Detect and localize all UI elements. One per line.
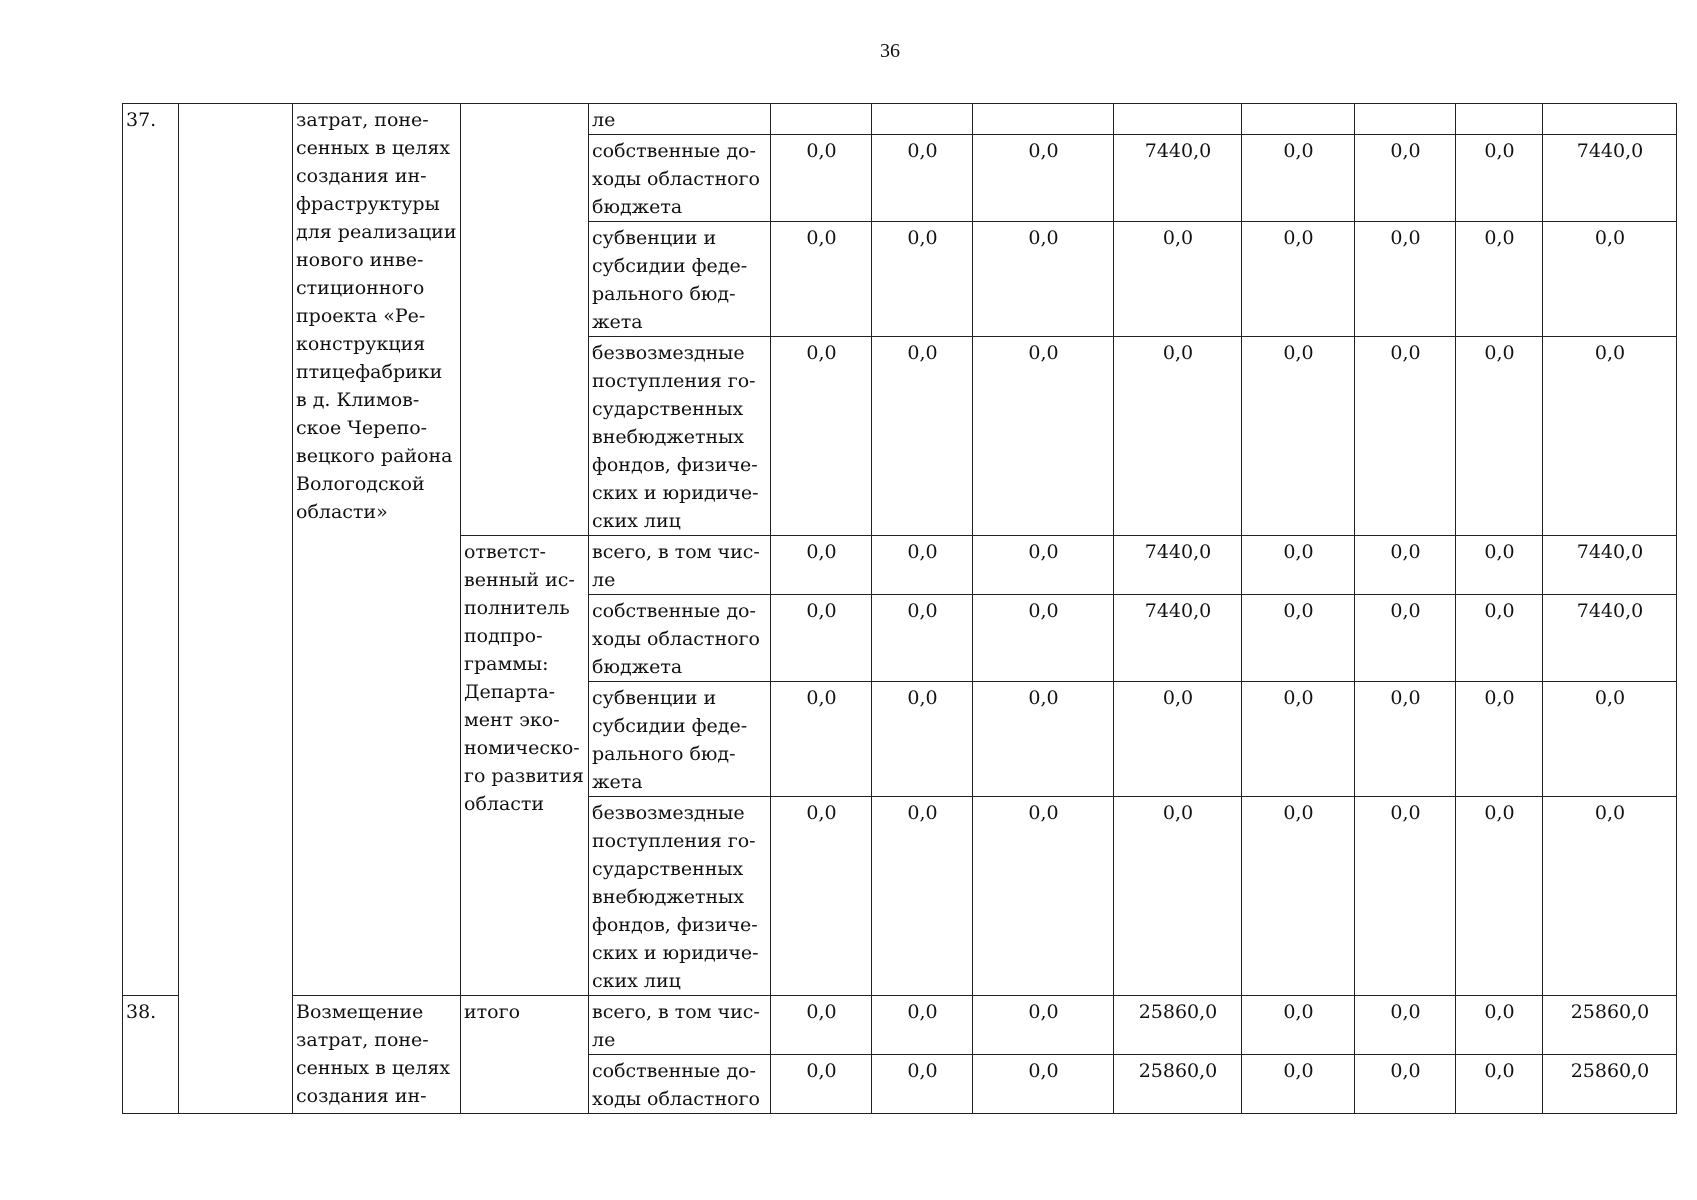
value-cell: 0,0 — [771, 222, 872, 337]
funding-source: всего, в том чис- ле — [592, 541, 760, 591]
value-cell: 0,0 — [1456, 797, 1543, 996]
value-cell: 0,0 — [1242, 536, 1355, 595]
value-cell: 0,0 — [872, 996, 973, 1055]
value-cell: 0,0 — [1456, 1055, 1543, 1114]
value-cell: 0,0 — [1242, 135, 1355, 222]
source-cell — [589, 222, 771, 337]
value-cell: 0,0 — [1456, 337, 1543, 536]
value-cell: 0,0 — [1543, 222, 1677, 337]
value-cell: 0,0 — [872, 337, 973, 536]
value-cell: 0,0 — [1355, 337, 1456, 536]
funding-source: ле — [592, 109, 616, 131]
funding-source: собственные до- ходы областного бюджета — [592, 140, 760, 218]
value-cell: 0,0 — [1543, 337, 1677, 536]
source-cell — [589, 595, 771, 682]
value-cell: 0,0 — [1114, 797, 1242, 996]
value-cell: 7440,0 — [1543, 536, 1677, 595]
value-cell: 0,0 — [973, 797, 1114, 996]
value-cell: 0,0 — [1242, 222, 1355, 337]
executor-cell — [461, 996, 589, 1114]
value-cell: 0,0 — [1114, 682, 1242, 797]
source-cell — [589, 996, 771, 1055]
table-body — [123, 104, 1677, 1114]
value-cell: 0,0 — [1114, 337, 1242, 536]
value-cell: 0,0 — [771, 536, 872, 595]
value-cell — [973, 104, 1114, 135]
value-cell: 0,0 — [872, 135, 973, 222]
value-cell: 25860,0 — [1114, 1055, 1242, 1114]
funding-source: безвозмездные поступления го- сударственных внебюджетных фондов, физиче- ских и юридиче- ских лиц — [592, 342, 759, 532]
funding-source: субвенции и субсидии феде- рального бюд- жета — [592, 227, 748, 333]
value-cell: 0,0 — [1456, 996, 1543, 1055]
value-cell: 7440,0 — [1543, 135, 1677, 222]
page-number: 36 — [880, 40, 900, 62]
value-cell: 0,0 — [1114, 222, 1242, 337]
source-cell — [589, 135, 771, 222]
value-cell: 7440,0 — [1114, 595, 1242, 682]
value-cell: 0,0 — [1355, 1055, 1456, 1114]
value-cell — [771, 104, 872, 135]
value-cell: 0,0 — [1355, 595, 1456, 682]
value-cell: 0,0 — [1242, 996, 1355, 1055]
source-cell — [589, 797, 771, 996]
value-cell: 25860,0 — [1114, 996, 1242, 1055]
value-cell: 0,0 — [1242, 797, 1355, 996]
table-row — [123, 104, 1677, 135]
value-cell: 0,0 — [1355, 536, 1456, 595]
value-cell — [1543, 104, 1677, 135]
value-cell: 0,0 — [973, 536, 1114, 595]
row-number-cell — [123, 996, 179, 1114]
source-cell — [589, 682, 771, 797]
value-cell: 0,0 — [872, 536, 973, 595]
executor-name: ответст- венный ис- полнитель подпро- граммы: Департа- мент эко- номическо- го развития области — [464, 541, 584, 815]
source-cell — [589, 104, 771, 135]
event-cell — [293, 996, 461, 1114]
event-name: затрат, поне- сенных в целях создания ин- фраструктуры для реализации нового инве- стиционного проекта «Ре- конструкция птицефабрики в д. Климов- ское Черепо- вецкого района Вологодской области» — [296, 109, 457, 523]
value-cell — [872, 104, 973, 135]
value-cell: 0,0 — [973, 337, 1114, 536]
value-cell: 0,0 — [872, 595, 973, 682]
value-cell: 0,0 — [1242, 682, 1355, 797]
event-name: Возмещение затрат, поне- сенных в целях создания ин- — [296, 1001, 451, 1107]
value-cell: 0,0 — [872, 797, 973, 996]
row-number: 38. — [126, 1001, 157, 1023]
value-cell: 0,0 — [1355, 996, 1456, 1055]
value-cell: 0,0 — [973, 595, 1114, 682]
funding-source: всего, в том чис- ле — [592, 1001, 760, 1051]
value-cell: 0,0 — [771, 595, 872, 682]
budget-table — [122, 103, 1677, 1114]
value-cell: 25860,0 — [1543, 1055, 1677, 1114]
value-cell: 25860,0 — [1543, 996, 1677, 1055]
value-cell: 7440,0 — [1543, 595, 1677, 682]
value-cell: 0,0 — [1456, 682, 1543, 797]
value-cell: 0,0 — [1456, 135, 1543, 222]
executor-cell — [461, 104, 589, 536]
value-cell: 0,0 — [1355, 682, 1456, 797]
value-cell: 0,0 — [872, 1055, 973, 1114]
value-cell: 7440,0 — [1114, 135, 1242, 222]
row-number-cell — [123, 104, 179, 996]
funding-source: собственные до- ходы областного бюджета — [592, 600, 760, 678]
executor-name: итого — [464, 1001, 521, 1023]
value-cell: 0,0 — [973, 996, 1114, 1055]
event-cell — [293, 104, 461, 996]
value-cell: 0,0 — [1355, 222, 1456, 337]
value-cell: 0,0 — [771, 797, 872, 996]
value-cell: 0,0 — [1355, 797, 1456, 996]
funding-source: безвозмездные поступления го- сударственных внебюджетных фондов, физиче- ских и юридиче- ских лиц — [592, 802, 759, 992]
value-cell — [1242, 104, 1355, 135]
source-cell — [589, 1055, 771, 1114]
value-cell: 0,0 — [1242, 595, 1355, 682]
funding-source: субвенции и субсидии феде- рального бюд- жета — [592, 687, 748, 793]
value-cell: 0,0 — [1456, 222, 1543, 337]
source-cell — [589, 337, 771, 536]
value-cell — [1456, 104, 1543, 135]
value-cell: 0,0 — [872, 222, 973, 337]
value-cell — [1355, 104, 1456, 135]
value-cell: 0,0 — [1543, 682, 1677, 797]
value-cell: 0,0 — [771, 682, 872, 797]
table-row — [123, 996, 1677, 1055]
value-cell — [1114, 104, 1242, 135]
value-cell: 0,0 — [1242, 337, 1355, 536]
value-cell: 0,0 — [973, 682, 1114, 797]
value-cell: 0,0 — [771, 996, 872, 1055]
value-cell: 0,0 — [771, 135, 872, 222]
blank-cell — [179, 104, 293, 1114]
value-cell: 0,0 — [1456, 595, 1543, 682]
value-cell: 0,0 — [771, 337, 872, 536]
value-cell: 0,0 — [1242, 1055, 1355, 1114]
row-number: 37. — [126, 109, 157, 131]
funding-source: собственные до- ходы областного — [592, 1060, 760, 1110]
value-cell: 0,0 — [973, 222, 1114, 337]
source-cell — [589, 536, 771, 595]
value-cell: 0,0 — [1543, 797, 1677, 996]
value-cell: 7440,0 — [1114, 536, 1242, 595]
value-cell: 0,0 — [872, 682, 973, 797]
value-cell: 0,0 — [973, 1055, 1114, 1114]
value-cell: 0,0 — [1355, 135, 1456, 222]
value-cell: 0,0 — [1456, 536, 1543, 595]
value-cell: 0,0 — [973, 135, 1114, 222]
value-cell: 0,0 — [771, 1055, 872, 1114]
executor-cell — [461, 536, 589, 996]
